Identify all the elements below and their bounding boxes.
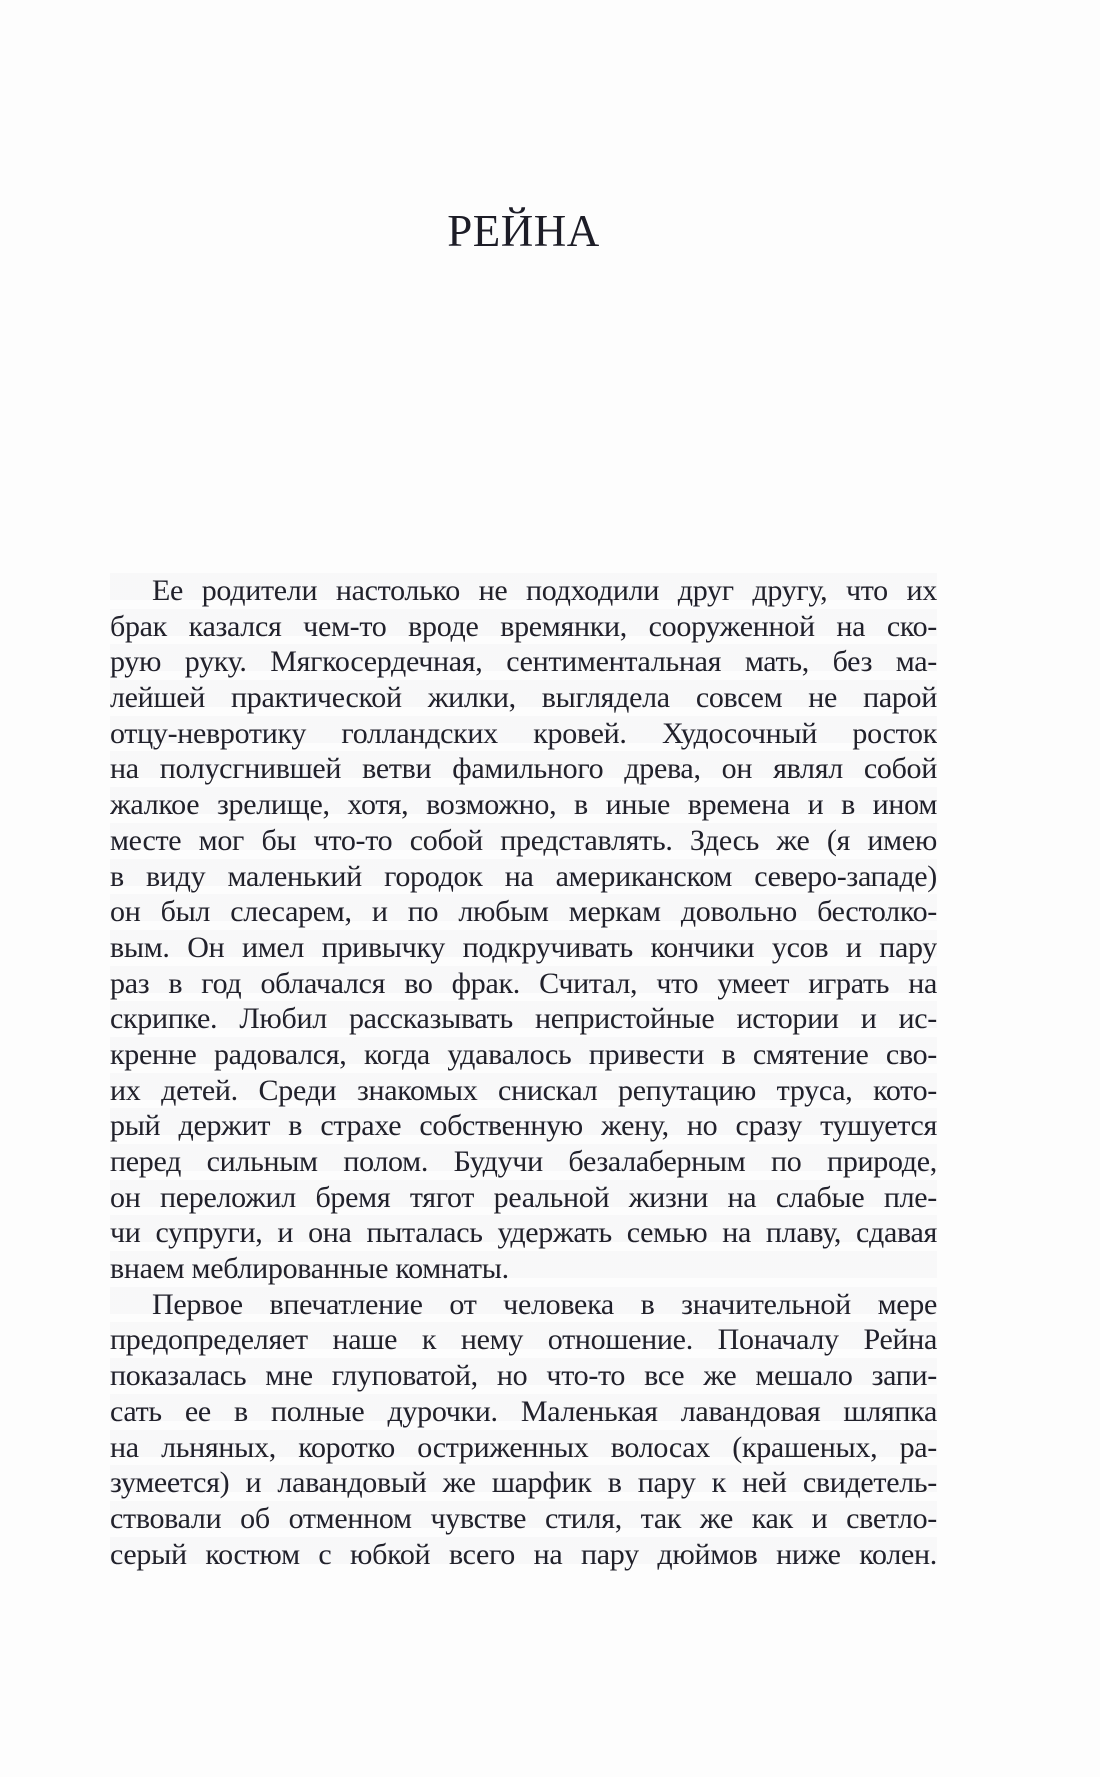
text-line: раз в год облачался во фрак. Считал, что умеет играть на [110, 966, 937, 1000]
text-line: кренне радовался, когда удавалось привести в смятение сво- [110, 1037, 937, 1071]
text-line: жалкое зрелище, хотя, возможно, в иные времена и в ином [110, 788, 937, 822]
paragraph [110, 1287, 937, 1573]
text-line: он был слесарем, и по любым меркам довольно бестолко- [110, 895, 937, 929]
text-line: скрипке. Любил рассказывать непристойные истории и ис- [110, 1002, 937, 1036]
text-line: Первое впечатление от человека в значительной мере [110, 1287, 937, 1323]
text-line: предопределяет наше к нему отношение. Поначалу Рейна [110, 1323, 937, 1357]
text-line: сать ее в полные дурочки. Маленькая лавандовая шляпка [110, 1394, 937, 1428]
text-line: брак казался чем-то вроде времянки, сооруженной на ско- [110, 609, 937, 643]
text-line: ствовали об отменном чувстве стиля, так же как и светло- [110, 1501, 937, 1535]
text-line: Ее родители настолько не подходили друг другу, что их [110, 573, 937, 609]
text-line: внаем меблированные комнаты. [110, 1251, 937, 1287]
text-line: месте мог бы что-то собой представлять. Здесь же (я имею [110, 823, 937, 857]
text-line: на полусгнившей ветви фамильного древа, он являл собой [110, 752, 937, 786]
paragraph [110, 573, 937, 1287]
text-line: серый костюм с юбкой всего на пару дюймов ниже колен. [110, 1537, 937, 1571]
text-line: чи супруги, и она пыталась удержать семью на плаву, сдавая [110, 1216, 937, 1250]
text-line: на льняных, коротко остриженных волосах (крашеных, ра- [110, 1430, 937, 1464]
text-line: лейшей практической жилки, выглядела совсем не парой [110, 681, 937, 715]
text-line: зумеется) и лавандовый же шарфик в пару к ней свидетель- [110, 1466, 937, 1500]
chapter-title: РЕЙНА [447, 206, 600, 256]
text-line: рый держит в страхе собственную жену, но сразу тушуется [110, 1109, 937, 1143]
text-line: отцу-невротику голландских кровей. Худосочный росток [110, 716, 937, 750]
text-line: рую руку. Мягкосердечная, сентиментальная мать, без ма- [110, 645, 937, 679]
text-line: он переложил бремя тягот реальной жизни на слабые пле- [110, 1180, 937, 1214]
text-line: перед сильным полом. Будучи безалаберным по природе, [110, 1145, 937, 1178]
text-line: вым. Он имел привычку подкручивать кончики усов и пару [110, 930, 937, 964]
text-line: в виду маленький городок на американском северо-западе) [110, 859, 937, 893]
body-text [110, 573, 937, 1572]
text-line: их детей. Среди знакомых снискал репутацию труса, кото- [110, 1073, 937, 1107]
text-line: показалась мне глуповатой, но что-то все же мешало запи- [110, 1359, 937, 1393]
